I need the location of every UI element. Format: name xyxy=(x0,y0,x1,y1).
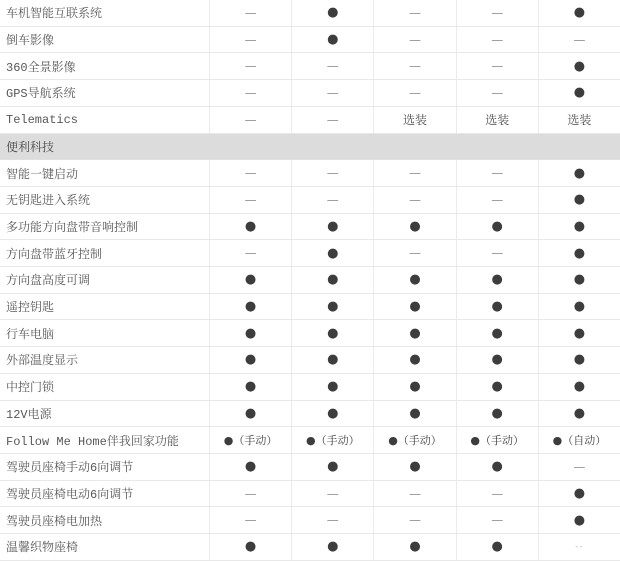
value-cell: — xyxy=(291,107,373,133)
value-cell: ● xyxy=(456,294,538,320)
value-cell: ● xyxy=(209,534,291,560)
value-cell: — xyxy=(373,80,455,106)
value-cell: — xyxy=(373,507,455,533)
value-cell: — xyxy=(538,27,620,53)
table-row xyxy=(0,534,620,561)
value-cell: — xyxy=(209,107,291,133)
value-cell: ● xyxy=(373,374,455,400)
value-cell: ● xyxy=(373,294,455,320)
value-cell: ● xyxy=(538,187,620,213)
value-cell: — xyxy=(373,0,455,26)
value-cell: ●（手动） xyxy=(209,427,291,453)
value-cell: — xyxy=(209,507,291,533)
value-cell: ● xyxy=(209,374,291,400)
value-cell: ● xyxy=(538,267,620,293)
feature-label: 遥控钥匙 xyxy=(6,301,55,316)
value-cell: ● xyxy=(456,267,538,293)
value-cell: ● xyxy=(456,534,538,560)
feature-label: 360全景影像 xyxy=(6,60,76,75)
table-row xyxy=(0,294,620,321)
value-cell: ● xyxy=(291,214,373,240)
value-cell: — xyxy=(456,80,538,106)
value-cell: ● xyxy=(538,160,620,186)
table-row xyxy=(0,267,620,294)
value-cell: ● xyxy=(291,27,373,53)
feature-label: 温馨织物座椅 xyxy=(6,541,79,556)
value-cell: ● xyxy=(209,320,291,346)
table-row xyxy=(0,160,620,187)
value-cell: — xyxy=(209,160,291,186)
feature-label: 驾驶员座椅手动6向调节 xyxy=(6,461,134,476)
value-cell: ● xyxy=(291,294,373,320)
value-cell: — xyxy=(373,53,455,79)
value-cell: — xyxy=(373,160,455,186)
value-cell: — xyxy=(456,53,538,79)
table-row xyxy=(0,347,620,374)
value-cell: ● xyxy=(373,401,455,427)
table-row xyxy=(0,427,620,454)
value-cell: ● xyxy=(291,374,373,400)
value-cell: ● xyxy=(456,401,538,427)
table-row xyxy=(0,80,620,107)
section-header-row xyxy=(0,134,620,161)
value-cell: — xyxy=(209,187,291,213)
value-cell: — xyxy=(209,80,291,106)
feature-label: 方向盘高度可调 xyxy=(6,274,91,289)
value-cell: ● xyxy=(291,240,373,266)
feature-label: 智能一键启动 xyxy=(6,167,79,182)
value-cell: ● xyxy=(209,267,291,293)
value-cell: — xyxy=(291,187,373,213)
value-cell: — xyxy=(291,160,373,186)
value-cell: — xyxy=(538,454,620,480)
value-cell: 选装 xyxy=(456,107,538,133)
feature-label: 驾驶员座椅电加热 xyxy=(6,514,103,529)
feature-label: 中控门锁 xyxy=(6,381,55,396)
value-cell: ●（手动） xyxy=(456,427,538,453)
value-cell: — xyxy=(291,80,373,106)
table-row xyxy=(0,240,620,267)
value-cell: ● xyxy=(373,267,455,293)
value-cell: ●（自动） xyxy=(538,427,620,453)
table-row xyxy=(0,53,620,80)
value-cell: — xyxy=(373,27,455,53)
value-cell: ● xyxy=(373,320,455,346)
feature-label: 驾驶员座椅电动6向调节 xyxy=(6,488,134,502)
value-cell: ● xyxy=(373,454,455,480)
value-cell: — xyxy=(456,27,538,53)
value-cell: ● xyxy=(456,374,538,400)
value-cell: ● xyxy=(538,347,620,373)
value-cell: — xyxy=(209,240,291,266)
value-cell: ● xyxy=(291,320,373,346)
value-cell: ● xyxy=(209,214,291,240)
feature-label: 车机智能互联系统 xyxy=(6,7,103,22)
value-cell: ● xyxy=(538,481,620,507)
table-row xyxy=(0,187,620,214)
value-cell: ● xyxy=(373,214,455,240)
value-cell: — xyxy=(456,240,538,266)
value-cell: ● xyxy=(538,80,620,106)
value-cell: ●（手动） xyxy=(291,427,373,453)
feature-label: GPS导航系统 xyxy=(6,87,76,102)
table-row xyxy=(0,374,620,401)
value-cell: 选装 xyxy=(538,107,620,133)
value-cell: — xyxy=(456,187,538,213)
value-cell: 选装 xyxy=(373,107,455,133)
value-cell: ●（手动） xyxy=(373,427,455,453)
value-cell: ● xyxy=(538,507,620,533)
value-cell: — xyxy=(456,481,538,507)
value-cell: ● xyxy=(291,534,373,560)
table-row xyxy=(0,401,620,428)
value-cell: — xyxy=(291,481,373,507)
value-cell: — xyxy=(373,187,455,213)
value-cell: — xyxy=(456,0,538,26)
value-cell: ● xyxy=(538,0,620,26)
value-cell: ● xyxy=(538,294,620,320)
value-cell: ● xyxy=(373,347,455,373)
value-cell: ● xyxy=(209,347,291,373)
value-cell: ● xyxy=(538,374,620,400)
feature-label: Telematics xyxy=(6,112,79,127)
value-cell: ● xyxy=(291,454,373,480)
table-row xyxy=(0,27,620,54)
value-cell: ● xyxy=(291,267,373,293)
feature-label: 多功能方向盘带音响控制 xyxy=(6,220,139,235)
value-cell: ● xyxy=(456,454,538,480)
table-row xyxy=(0,214,620,241)
value-cell: ● xyxy=(538,320,620,346)
value-cell: ● xyxy=(373,534,455,560)
value-cell: — xyxy=(373,481,455,507)
table-row xyxy=(0,454,620,481)
value-cell: ● xyxy=(291,0,373,26)
feature-label: 倒车影像 xyxy=(6,34,55,49)
table-row xyxy=(0,507,620,534)
value-cell: ● xyxy=(209,294,291,320)
value-cell: ● xyxy=(538,401,620,427)
table-row xyxy=(0,320,620,347)
value-cell: ● xyxy=(209,401,291,427)
value-cell: — xyxy=(209,0,291,26)
feature-label: 行车电脑 xyxy=(6,327,55,342)
value-cell: ● xyxy=(538,53,620,79)
value-cell: ● xyxy=(456,347,538,373)
value-cell: ● xyxy=(456,320,538,346)
value-cell: — xyxy=(456,507,538,533)
value-cell: — xyxy=(209,27,291,53)
value-cell: ● xyxy=(291,347,373,373)
value-cell: — xyxy=(373,240,455,266)
value-cell: ● xyxy=(291,401,373,427)
feature-label: 12V电源 xyxy=(6,407,52,422)
value-cell: — xyxy=(456,160,538,186)
feature-label: 方向盘带蓝牙控制 xyxy=(6,247,103,262)
table-row xyxy=(0,107,620,134)
table-row xyxy=(0,0,620,27)
value-cell: — xyxy=(291,53,373,79)
feature-label: 外部温度显示 xyxy=(6,354,79,369)
value-cell: — xyxy=(209,53,291,79)
value-cell: ● xyxy=(456,214,538,240)
value-cell: ● xyxy=(538,214,620,240)
section-title: 便利科技 xyxy=(6,140,55,155)
value-cell: ● xyxy=(209,454,291,480)
value-cell: — xyxy=(291,507,373,533)
value-cell: -- xyxy=(538,534,620,560)
feature-label: 无钥匙进入系统 xyxy=(6,194,91,209)
feature-label: Follow Me Home伴我回家功能 xyxy=(6,434,179,449)
value-cell: ● xyxy=(538,240,620,266)
value-cell: — xyxy=(209,481,291,507)
table-row xyxy=(0,481,620,508)
